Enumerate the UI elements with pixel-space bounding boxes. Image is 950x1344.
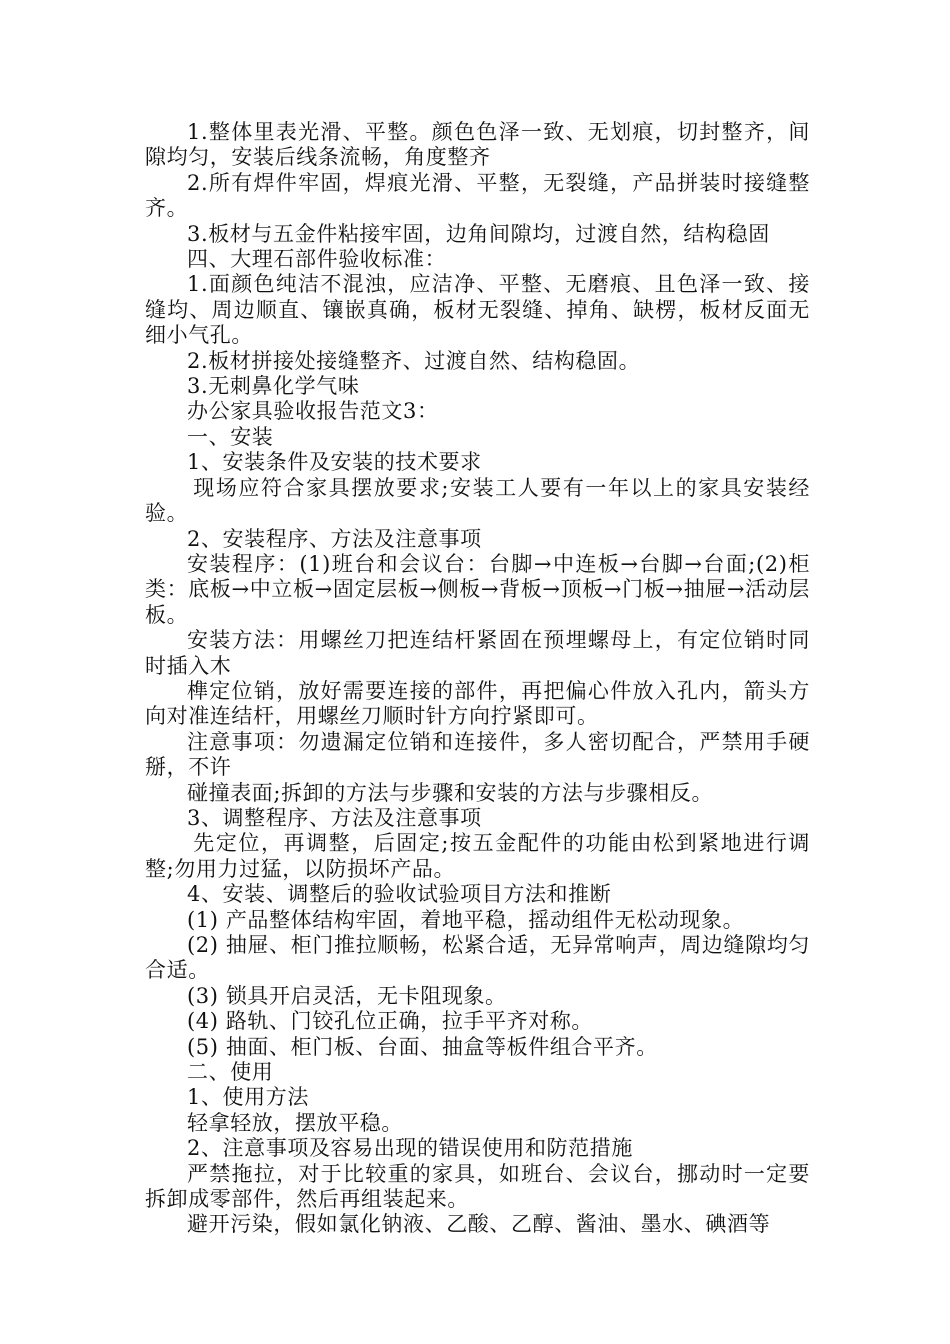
- subsection-heading: 2、安装程序、方法及注意事项: [187, 526, 482, 551]
- paragraph: 避开污染，假如氯化钠液、乙酸、乙醇、酱油、墨水、碘酒等: [187, 1212, 771, 1237]
- subsection-heading: 3、调整程序、方法及注意事项: [187, 805, 482, 830]
- list-item: (1) 产品整体结构牢固，着地平稳，摇动组件无松动现象。: [187, 907, 745, 932]
- paragraph: 3.板材与五金件粘接牢固，边角间隙均，过渡自然，结构稳固: [187, 221, 770, 246]
- subsection-heading: 4、安装、调整后的验收试验项目方法和推断: [187, 882, 612, 907]
- paragraph: 注意事项：勿遗漏定位销和连接件，多人密切配合，严禁用手硬掰，不许: [145, 729, 810, 780]
- paragraph: 2.板材拼接处接缝整齐、过渡自然、结构稳固。: [187, 348, 641, 373]
- list-item: (4) 路轨、门铰孔位正确，拉手平齐对称。: [187, 1009, 594, 1034]
- paragraph: 安装方法：用螺丝刀把连结杆紧固在预埋螺母上，有定位销时同时插入木: [145, 628, 810, 678]
- list-item: (3) 锁具开启灵活，无卡阻现象。: [187, 983, 507, 1008]
- paragraph: 榫定位销，放好需要连接的部件，再把偏心件放入孔内，箭头方向对准连结杆，用螺丝刀顺时针方向拧紧即可。: [145, 678, 810, 729]
- paragraph: 2.所有焊件牢固，焊痕光滑、平整，无裂缝，产品拼装时接缝整齐。: [145, 170, 810, 221]
- section-heading: 二、使用: [187, 1060, 274, 1085]
- paragraph: 安装程序：(1)班台和会议台：台脚→中连板→台脚→台面;(2)柜类：底板→中立板→固定层板→侧板→背板→顶板→门板→抽屉→活动层板。: [145, 551, 810, 627]
- list-item: (5) 抽面、柜门板、台面、抽盒等板件组合平齐。: [187, 1034, 658, 1059]
- section-heading: 办公家具验收报告范文3：: [187, 399, 439, 424]
- paragraph: 1.整体里表光滑、平整。颜色色泽一致、无划痕，切封整齐，间隙均匀，安装后线条流畅，角度整齐: [145, 120, 810, 170]
- subsection-heading: 2、注意事项及容易出现的错误使用和防范措施: [187, 1136, 633, 1161]
- section-heading: 四、大理石部件验收标准：: [187, 247, 447, 272]
- paragraph: 1.面颜色纯洁不混浊，应洁净、平整、无磨痕、且色泽一致、接缝均、周边顺直、镶嵌真确，板材无裂缝、掉角、缺楞，板材反面无细小气孔。: [145, 272, 810, 348]
- subsection-heading: 1、安装条件及安装的技术要求: [187, 450, 482, 475]
- paragraph: 3.无刺鼻化学气味: [187, 374, 360, 399]
- paragraph: 现场应符合家具摆放要求;安装工人要有一年以上的家具安装经验。: [145, 475, 810, 526]
- paragraph: 碰撞表面;拆卸的方法与步骤和安装的方法与步骤相反。: [187, 780, 714, 805]
- document-body: [145, 120, 810, 1238]
- list-item: (2) 抽屉、柜门推拉顺畅，松紧合适，无异常响声，周边缝隙均匀合适。: [145, 933, 810, 983]
- section-heading: 一、安装: [187, 424, 274, 449]
- subsection-heading: 1、使用方法: [187, 1085, 309, 1110]
- paragraph: 轻拿轻放，摆放平稳。: [187, 1110, 403, 1135]
- paragraph: 严禁拖拉，对于比较重的家具，如班台、会议台，挪动时一定要拆卸成零部件，然后再组装起来。: [145, 1161, 810, 1212]
- paragraph: 先定位，再调整，后固定;按五金配件的功能由松到紧地进行调整;勿用力过猛，以防损坏产品。: [145, 831, 810, 881]
